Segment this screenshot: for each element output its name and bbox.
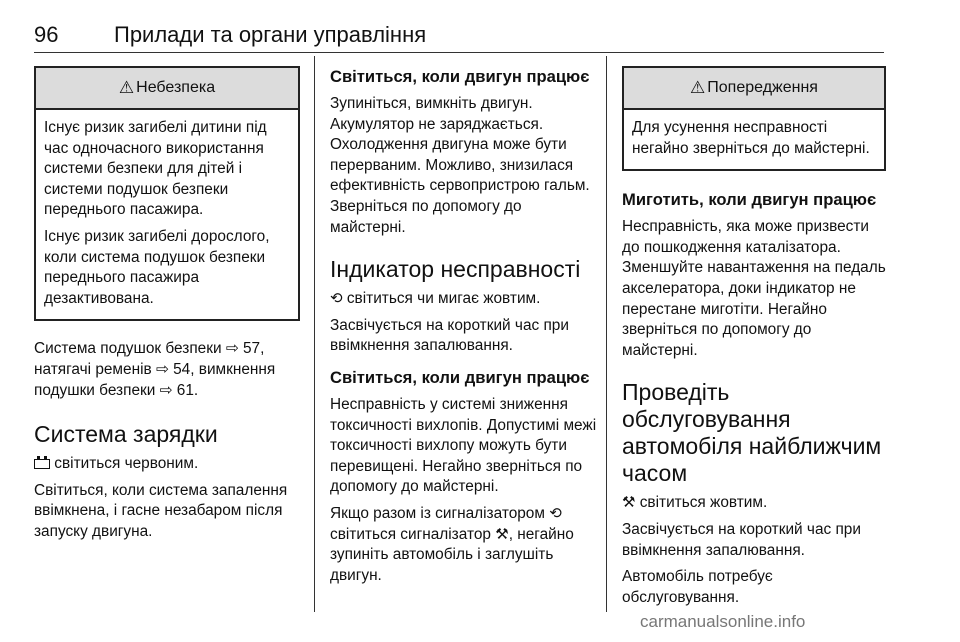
watermark: carmanualsonline.info: [640, 612, 806, 631]
caution-text: Для усунення несправності негайно зверніться до майстерні.: [632, 119, 870, 157]
engine-icon: ⟲: [549, 504, 562, 522]
page-title: Прилади та органи управління: [114, 22, 427, 47]
service-heading: Проведіть обслуговування автомобіля найближчим часом: [622, 379, 882, 487]
battery-icon: [34, 459, 50, 469]
column-middle: [330, 66, 598, 586]
column-divider: [314, 56, 315, 612]
engine-icon: ⟲: [330, 290, 343, 308]
running-heading: Світиться, коли двигун працює: [330, 67, 590, 86]
running-text: Зупиніться, вимкніть двигун. Акумулятор не заряджається. Охолодження двигуна може бути перерваним. Можливо, знизилася ефективність сервопристрою гальм. Зверніться по допомогу до майстерні.: [330, 95, 590, 236]
danger-text-2: Існує ризик загибелі дорослого, коли система подушок безпеки переднього пасажира дезактивована.: [44, 227, 270, 307]
flashing-heading: Миготить, коли двигун працює: [622, 190, 877, 210]
cross-reference-text: Система подушок безпеки ⇨ 57, натягачі ременів ⇨ 54, вимкнення подушки безпеки ⇨ 61.: [34, 340, 276, 399]
danger-box-title: Небезпека: [136, 79, 216, 96]
wrench-car-icon: ⚒: [622, 494, 636, 512]
fault-heading: Індикатор несправності: [330, 256, 581, 283]
fault-line: світиться чи мигає жовтим.: [346, 290, 541, 308]
caution-box-title: Попередження: [707, 79, 818, 96]
danger-text-1: Існує ризик загибелі дитини під час одночасного використання системи безпеки для дітей і системи подушок безпеки переднього пасажира.: [44, 119, 267, 219]
charging-line: світиться червоним.: [54, 455, 199, 473]
danger-box: [34, 66, 300, 321]
emissions-text: Несправність у системі зниження токсичності вихлопів. Допустимі межі токсичності вихлопу можуть бути перевищені. Негайно зверніться по допомогу до майстерні.: [330, 395, 597, 496]
fault-brief-text: Засвічується на короткий час при ввімкнення запалювання.: [330, 316, 569, 355]
page-number: 96: [34, 22, 59, 47]
flashing-text: Несправність, яка може призвести до пошкодження каталізатора. Зменшуйте навантаження на педаль акселератора, доки індикатор не перестане миготіти. Негайно зверніться по допомогу до майстерні.: [622, 218, 886, 359]
service-combo-text: Якщо разом із сигналізатором ⟲ світиться сигналізатор ⚒, негайно зупиніть автомобіль і заглушіть двигун.: [330, 504, 574, 584]
warning-triangle-icon: ⚠: [118, 78, 135, 97]
column-divider: [606, 56, 607, 612]
charging-heading: Система зарядки: [34, 421, 218, 448]
service-line: світиться жовтим.: [639, 494, 768, 512]
warning-triangle-icon: ⚠: [690, 78, 706, 97]
charging-text: Світиться, коли система запалення ввімкнена, і гасне незабаром після запуску двигуна.: [34, 481, 288, 540]
wrench-car-icon: ⚒: [495, 525, 509, 543]
service-needs-text: Автомобіль потребує обслуговування.: [622, 568, 773, 606]
column-left: [34, 66, 300, 543]
service-brief-text: Засвічується на короткий час при ввімкнення запалювання.: [622, 520, 861, 559]
column-right: [622, 66, 886, 608]
fault-running-heading: Світиться, коли двигун працює: [330, 367, 590, 387]
caution-box: [622, 66, 886, 171]
page-header: [34, 22, 884, 53]
